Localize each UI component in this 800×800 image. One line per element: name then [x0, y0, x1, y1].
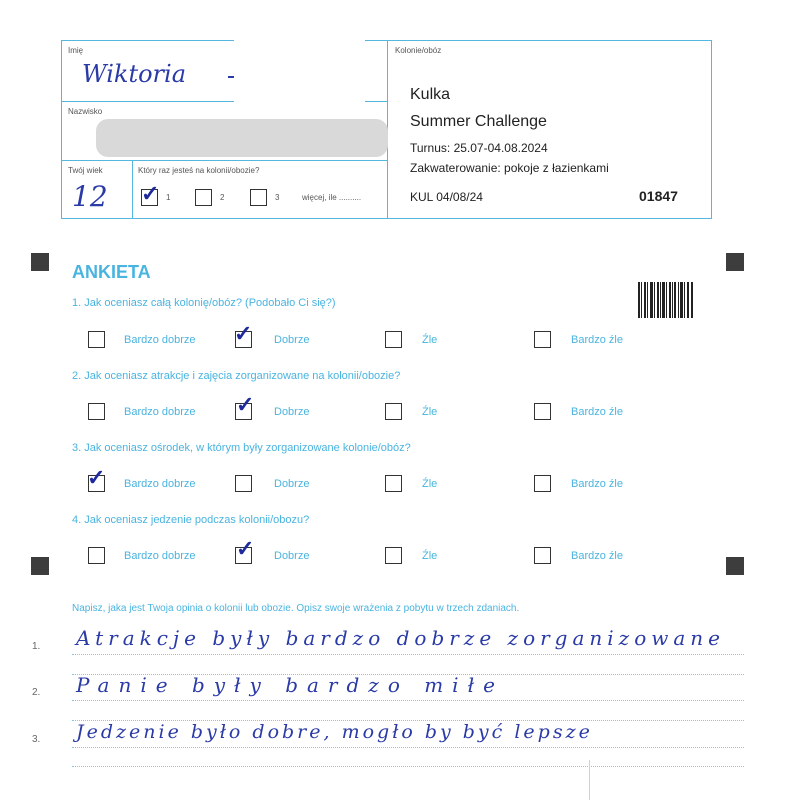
times-label: Który raz jesteś na kolonii/obozie?: [138, 166, 260, 175]
brand-name: Kulka: [410, 86, 451, 103]
q1-checkbox-zle[interactable]: [385, 331, 402, 348]
checkmark-icon: ✓: [236, 392, 255, 417]
camp-code: KUL 04/08/24: [410, 190, 483, 204]
answer-1-number: 1.: [32, 641, 41, 652]
last-name-label: Nazwisko: [68, 107, 103, 116]
question-3-text: 3. Jak oceniasz ośrodek, w którym były zorganizowane kolonie/obóz?: [72, 442, 411, 454]
q4-option-label: Bardzo dobrze: [124, 550, 196, 562]
q4-option-label: Dobrze: [274, 550, 310, 562]
accommodation-text: Zakwaterowanie: pokoje z łazienkami: [410, 161, 609, 175]
opinion-prompt: Napisz, jaka jest Twoja opinia o kolonii lub obozie. Opisz swoje wrażenia z pobytu w trzech zdaniach.: [72, 603, 520, 614]
times-option-3: 3: [275, 193, 280, 202]
age-value: 12: [72, 180, 108, 213]
checkmark-icon: ✓: [141, 181, 160, 206]
answer-2-line: [72, 700, 744, 701]
q4-option-label: Źle: [422, 550, 438, 562]
q3-option-label: Dobrze: [274, 478, 310, 490]
q3-checkbox-zle[interactable]: [385, 475, 402, 492]
answer-3-line-b: [72, 766, 744, 767]
q3-option-label: Bardzo źle: [571, 478, 623, 490]
form-number: 01847: [639, 188, 678, 204]
q4-checkbox-zle[interactable]: [385, 547, 402, 564]
registration-mark-icon: [31, 557, 49, 575]
answer-1-line: [72, 654, 744, 655]
q2-option-label: Bardzo źle: [571, 406, 623, 418]
times-option-1: 1: [166, 193, 171, 202]
survey-title: ANKIETA: [72, 262, 151, 282]
q3-option-label: Bardzo dobrze: [124, 478, 196, 490]
q1-option-label: Bardzo źle: [571, 334, 623, 346]
answer-1-text[interactable]: Atrakcje były bardzo dobrze zorganizowane: [76, 626, 726, 650]
barcode-icon: [638, 282, 693, 318]
q2-checkbox-bardzo-zle[interactable]: [534, 403, 551, 420]
q3-checkbox-dobrze[interactable]: [235, 475, 252, 492]
registration-mark-icon: [726, 557, 744, 575]
checkmark-icon: ✓: [87, 465, 106, 490]
q3-option-label: Źle: [422, 478, 438, 490]
q1-option-label: Dobrze: [274, 334, 310, 346]
q2-checkbox-bardzo-dobrze[interactable]: [88, 403, 105, 420]
q2-option-label: Dobrze: [274, 406, 310, 418]
q1-checkbox-bardzo-zle[interactable]: [534, 331, 551, 348]
checkmark-icon: ✓: [236, 536, 255, 561]
answer-3-line: [72, 747, 744, 748]
times-option-2: 2: [220, 193, 225, 202]
answer-3-text[interactable]: Jedzenie było dobre, mogło by być lepsze: [76, 721, 593, 743]
turnus-text: Turnus: 25.07-04.08.2024: [410, 141, 548, 155]
q1-checkbox-bardzo-dobrze[interactable]: [88, 331, 105, 348]
registration-mark-icon: [726, 253, 744, 271]
redaction-first-name: [234, 40, 365, 120]
header-divider-2: [61, 160, 387, 161]
age-divider: [132, 160, 133, 219]
times-more-label: więcej, ile ..........: [302, 193, 362, 202]
first-name-value: Wiktoria: [82, 60, 187, 88]
answer-3-number: 3.: [32, 734, 41, 745]
q2-option-label: Bardzo dobrze: [124, 406, 196, 418]
q4-checkbox-bardzo-dobrze[interactable]: [88, 547, 105, 564]
redaction-last-name: [96, 119, 388, 157]
first-name-label: Imię: [68, 46, 84, 55]
q3-checkbox-bardzo-zle[interactable]: [534, 475, 551, 492]
question-2-text: 2. Jak oceniasz atrakcje i zajęcia zorganizowane na kolonii/obozie?: [72, 370, 401, 382]
q4-option-label: Bardzo źle: [571, 550, 623, 562]
fold-line: [589, 760, 590, 800]
age-label: Twój wiek: [68, 166, 103, 175]
registration-mark-icon: [31, 253, 49, 271]
camp-label: Kolonie/obóz: [395, 46, 442, 55]
question-1-text: 1. Jak oceniasz całą kolonię/obóz? (Podobało Ci się?): [72, 297, 336, 309]
times-checkbox-3[interactable]: [250, 189, 267, 206]
question-4-text: 4. Jak oceniasz jedzenie podczas kolonii/obozu?: [72, 514, 310, 526]
q2-checkbox-zle[interactable]: [385, 403, 402, 420]
q1-option-label: Bardzo dobrze: [124, 334, 196, 346]
q1-option-label: Źle: [422, 334, 438, 346]
camp-name: Summer Challenge: [410, 113, 547, 130]
times-checkbox-2[interactable]: [195, 189, 212, 206]
q4-checkbox-bardzo-zle[interactable]: [534, 547, 551, 564]
answer-2-text[interactable]: Panie były bardzo miłe: [76, 673, 504, 697]
q2-option-label: Źle: [422, 406, 438, 418]
checkmark-icon: ✓: [234, 321, 253, 346]
answer-2-number: 2.: [32, 687, 41, 698]
